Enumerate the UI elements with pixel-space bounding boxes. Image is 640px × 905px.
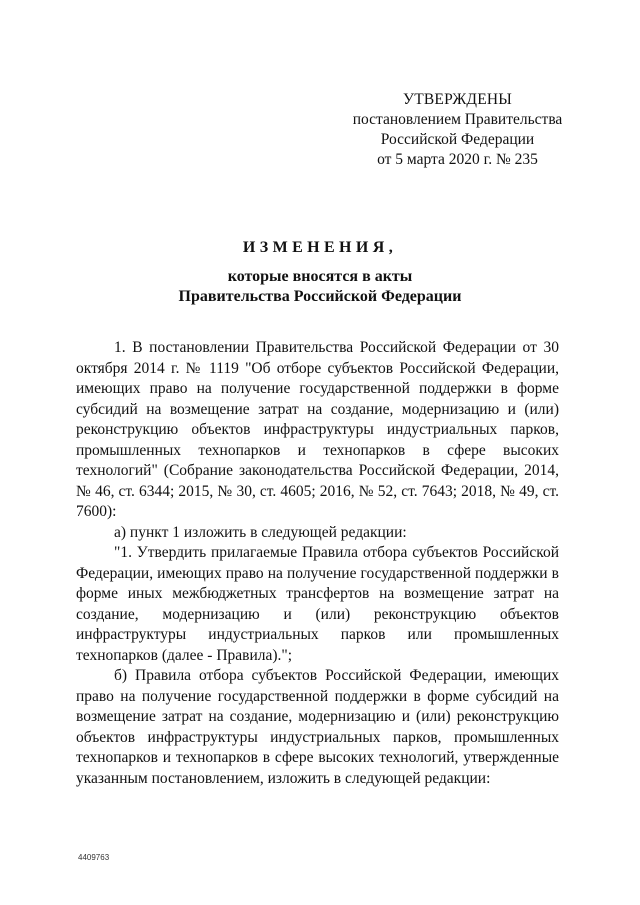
- document-subtitle-line-2: Правительства Российской Федерации: [178, 288, 462, 305]
- paragraph-item-1: 1. В постановлении Правительства Российской Федерации от 30 октября 2014 г. № 1119 "Об отборе субъектов Российской Федерации, имеющих право на получение государственной поддержки в форме субсидий на возмещение затрат на создание, модернизацию и (или) реконструкцию объектов инфраструктуры индустриальных парков, промышленных технопарков и технопарков в сфере высоких технологий" (Собрание законодательства Российской Федерации, 2014, № 46, ст. 6344; 2015, № 30, ст. 4605; 2016, № 52, ст. 7643; 2018, № 49, ст. 7600):: [76, 339, 559, 520]
- document-body: [76, 338, 559, 789]
- approval-line-date-number: от 5 марта 2020 г. № 235: [377, 151, 538, 168]
- paragraph-subitem-a: а) пункт 1 изложить в следующей редакции:: [114, 523, 407, 541]
- document-subtitle-line-1: которые вносятся в акты: [227, 268, 413, 285]
- document-title: ИЗМЕНЕНИЯ,: [242, 239, 398, 256]
- document-code: 4409763: [78, 853, 110, 862]
- approval-line-resolution: постановлением Правительства: [352, 111, 563, 128]
- approval-heading: УТВЕРЖДЕНЫ: [403, 91, 512, 108]
- document-title-block: [0, 237, 640, 307]
- approval-block: [335, 90, 580, 170]
- paragraph-subitem-b: б) Правила отбора субъектов Российской Федерации, имеющих право на получение государственной поддержки в форме субсидий на возмещение затрат на создание, модернизацию и (или) реконструкцию объектов инфраструктуры индустриальных парков, промышленных технопарков и технопарков в сфере высоких технологий, утвержденные указанным постановлением, изложить в следующей редакции:: [76, 667, 559, 787]
- paragraph-quoted-clause: "1. Утвердить прилагаемые Правила отбора субъектов Российской Федерации, имеющих право на получение государственной поддержки в форме иных межбюджетных трансфертов на возмещение затрат на создание, модернизацию и (или) реконструкцию объектов инфраструктуры индустриальных парков или промышленных технопарков (далее - Правила).";: [76, 544, 559, 664]
- approval-line-government: Российской Федерации: [380, 131, 535, 148]
